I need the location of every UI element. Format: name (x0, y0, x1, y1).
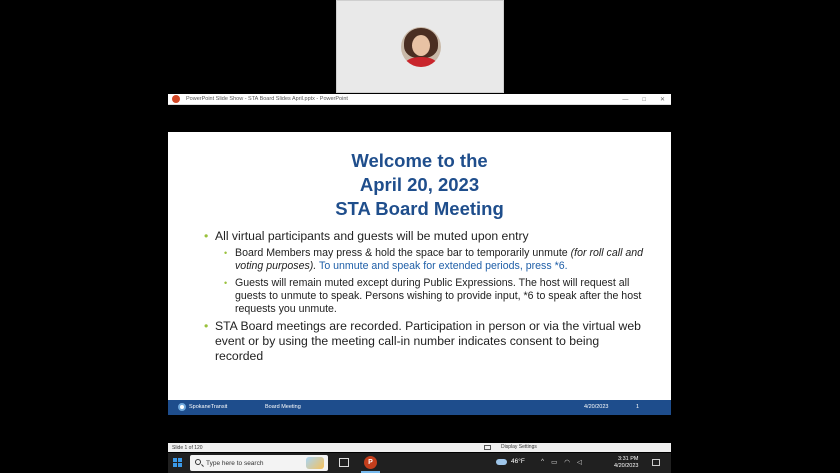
task-view-icon[interactable] (339, 458, 349, 467)
slide-counter: Slide 1 of 120 (172, 445, 203, 451)
participant-avatar (401, 27, 441, 67)
title-line-1: Welcome to the (351, 150, 488, 171)
spokane-transit-logo (178, 403, 227, 411)
taskbar-search[interactable] (190, 455, 328, 471)
sub-bullet-italic: (for roll call and voting purposes). (235, 247, 644, 273)
weather-widget[interactable] (496, 458, 525, 465)
logo-text: SpokaneTransit (189, 404, 228, 410)
cloud-icon (496, 459, 507, 465)
search-icon (195, 459, 201, 465)
clock-date: 4/20/2023 (614, 463, 639, 469)
powerpoint-icon (172, 95, 180, 103)
system-tray (541, 458, 582, 466)
slide-title (168, 149, 671, 221)
temperature: 46°F (511, 458, 525, 465)
bullet-recorded: • STA Board meetings are recorded. Participation in person or via the virtual web event or by using the meeting call-in number indicates consent to being recorded (204, 319, 644, 364)
minimize-button[interactable]: — (622, 96, 629, 103)
window-title: PowerPoint Slide Show - STA Board Slides April.pptx - PowerPoint (186, 96, 348, 102)
footer-page-number: 1 (636, 404, 640, 410)
footer-date: 4/20/2023 (584, 404, 609, 410)
window-controls (622, 94, 665, 105)
volume-icon[interactable]: ◁ (576, 459, 582, 466)
maximize-button[interactable]: □ (642, 96, 646, 103)
wifi-icon[interactable]: ◠ (564, 459, 570, 466)
clock-time: 3:31 PM (617, 456, 639, 462)
chevron-up-icon[interactable]: ^ (541, 458, 545, 465)
slide-footer (168, 400, 671, 415)
sub-bullet-text: Board Members may press & hold the space bar to temporarily unmute (235, 247, 571, 259)
sub-bullet-blue: To unmute and speak for extended periods, press *6. (316, 260, 568, 273)
title-line-3: STA Board Meeting (335, 198, 504, 219)
status-right (484, 444, 537, 450)
powerpoint-taskbar-icon[interactable]: P (364, 456, 377, 469)
notification-icon[interactable] (652, 459, 660, 466)
search-placeholder: Type here to search (206, 459, 264, 467)
participant-video-tile[interactable] (336, 0, 504, 93)
logo-icon (178, 403, 186, 411)
sub-bullet-guests: • Guests will remain muted except during Public Expressions. The host will request all guests to unmute to speak. Persons wishing to provide input, *6 to speak after the host requests you unmute. (224, 277, 644, 317)
start-icon[interactable] (173, 458, 183, 468)
search-highlight-icon (306, 457, 324, 469)
slide-bullets (204, 229, 644, 367)
display-settings-icon[interactable] (484, 445, 491, 450)
sub-bullet-board-members (224, 247, 644, 274)
taskbar-clock[interactable] (614, 456, 638, 470)
footer-meeting-name: Board Meeting (265, 404, 301, 410)
display-settings-button[interactable]: Display Settings (501, 444, 537, 450)
close-button[interactable]: ✕ (659, 97, 665, 103)
title-line-2: April 20, 2023 (359, 174, 480, 195)
slide[interactable] (168, 132, 671, 415)
network-icon[interactable]: ▭ (551, 459, 558, 466)
powerpoint-titlebar[interactable] (168, 94, 671, 105)
windows-taskbar (168, 453, 671, 473)
bullet-muted-entry: • All virtual participants and guests will be muted upon entry (204, 229, 644, 244)
slideshow-statusbar (168, 443, 671, 452)
